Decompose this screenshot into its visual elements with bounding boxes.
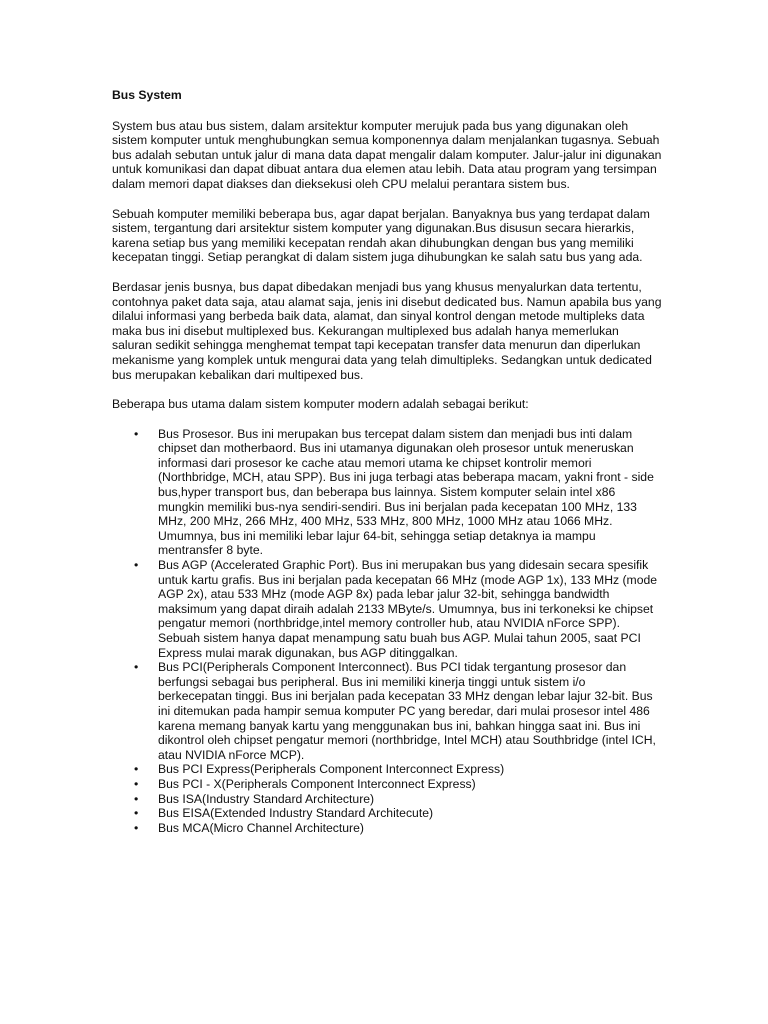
bullet-icon: • [134, 660, 139, 675]
document-body [112, 88, 662, 835]
bullet-icon: • [134, 776, 139, 791]
list-item-text: Bus ISA(Industry Standard Architecture) [158, 791, 375, 806]
list-item-text: Bus PCI - X(Peripherals Component Interconnect Express) [158, 776, 476, 791]
bullet-icon: • [134, 558, 139, 573]
bus-list [112, 427, 662, 836]
list-item-text: Bus AGP (Accelerated Graphic Port). Bus ini merupakan bus yang didesain secara spesifik untuk kartu grafis. Bus ini berjalan pada kecepatan 66 MHz (mode AGP 1x), 133 MHz (mode AGP 2x), atau 533 MHz (mode AGP 8x) pada lebar jalur 32-bit, sehingga bandwidth maksimum yang dapat diraih adalah 2133 MByte/s. Umumnya, bus ini terkoneksi ke chipset pengatur memori (northbridge,intel memory controller hub, atau NVIDIA nForce SPP). Sebuah sistem hanya dapat menampung satu buah bus AGP. Mulai tahun 2005, saat PCI Express mulai marak digunakan, bus AGP ditinggalkan. [158, 558, 658, 660]
list-item-bus-pci-express [112, 762, 662, 777]
paragraph-hierarchy: Sebuah komputer memiliki beberapa bus, agar dapat berjalan. Banyaknya bus yang terdapat dalam sistem, tergantung dari arsitektur sistem komputer yang digunakan.Bus disusun secara hierarkis, karena setiap bus yang memiliki kecepatan rendah akan dihubungkan dengan bus yang memiliki kecepatan tinggi. Setiap perangkat di dalam sistem juga dihubungkan ke salah satu bus yang ada. [112, 206, 650, 265]
list-item-bus-agp [112, 558, 662, 660]
paragraph-intro: System bus atau bus sistem, dalam arsitektur komputer merujuk pada bus yang digunakan oleh sistem komputer untuk menghubungkan semua komponennya dalam menjalankan tugasnya. Sebuah bus adalah sebutan untuk jalur di mana data dapat mengalir dalam komputer. Jalur-jalur ini digunakan untuk komunikasi dan dapat dibuat antara dua elemen atau lebih. Data atau program yang tersimpan dalam memori dapat diakses dan dieksekusi oleh CPU melalui perantara sistem bus. [112, 118, 662, 191]
list-item-text: Bus PCI(Peripherals Component Interconnect). Bus PCI tidak tergantung prosesor dan berfungsi sebagai bus peripheral. Bus ini memiliki kinerja tinggi untuk sistem i/o berkecepatan tinggi. Bus ini berjalan pada kecepatan 33 MHz dengan lebar lajur 32-bit. Bus ini ditemukan pada hampir semua komputer PC yang beredar, dari mulai prosesor intel 486 karena memang banyak kartu yang menggunakan bus ini, bahkan hingga saat ini. Bus ini dikontrol oleh chipset pengatur memori (northbridge, Intel MCH) atau Southbridge (intel ICH, atau NVIDIA nForce MCP). [158, 660, 656, 762]
paragraph-bus-types: Berdasar jenis busnya, bus dapat dibedakan menjadi bus yang khusus menyalurkan data tertentu, contohnya paket data saja, atau alamat saja, jenis ini disebut dedicated bus. Namun apabila bus yang dilalui informasi yang berbeda baik data, alamat, dan sinyal kontrol dengan metode multipleks data maka bus ini disebut multiplexed bus. Kekurangan multiplexed bus adalah hanya memerlukan saluran sedikit sehingga menghemat tempat tapi kecepatan transfer data menurun dan diperlukan mekanisme yang komplek untuk mengurai data yang telah dimultipleks. Sedangkan untuk dedicated bus merupakan kebalikan dari multipexed bus. [112, 279, 662, 382]
list-item-text: Bus Prosesor. Bus ini merupakan bus tercepat dalam sistem dan menjadi bus inti dalam chipset dan motherbaord. Bus ini utamanya digunakan oleh prosesor untuk meneruskan informasi dari prosesor ke cache atau memori utama ke chipset kontrolir memori (Northbridge, MCH, atau SPP). Bus ini juga terbagi atas beberapa macam, yakni front - side bus,hyper transport bus, dan beberapa bus lainnya. Sistem komputer selain intel x86 mungkin memiliki bus-nya sendiri-sendiri. Bus ini berjalan pada kecepatan 100 MHz, 133 MHz, 200 MHz, 266 MHz, 400 MHz, 533 MHz, 800 MHz, 1000 MHz atau 1066 MHz. Umumnya, bus ini memiliki lebar lajur 64-bit, sehingga setiap detaknya ia mampu mentransfer 8 byte. [158, 426, 654, 558]
list-item-bus-eisa [112, 806, 662, 821]
list-item-bus-prosesor [112, 427, 662, 558]
bullet-icon: • [134, 426, 139, 441]
list-item-text: Bus EISA(Extended Industry Standard Architecute) [158, 806, 434, 821]
bullet-icon: • [134, 820, 139, 835]
bullet-icon: • [134, 806, 139, 821]
bullet-icon: • [134, 762, 139, 777]
list-item-bus-mca [112, 821, 662, 836]
document-title: Bus System [112, 88, 182, 102]
list-item-bus-isa [112, 792, 662, 807]
paragraph-list-intro: Beberapa bus utama dalam sistem komputer modern adalah sebagai berikut: [112, 397, 529, 412]
list-item-bus-pci [112, 660, 662, 762]
list-item-text: Bus PCI Express(Peripherals Component Interconnect Express) [158, 762, 505, 777]
bullet-icon: • [134, 791, 139, 806]
list-item-text: Bus MCA(Micro Channel Architecture) [158, 820, 364, 835]
list-item-bus-pci-x [112, 777, 662, 792]
